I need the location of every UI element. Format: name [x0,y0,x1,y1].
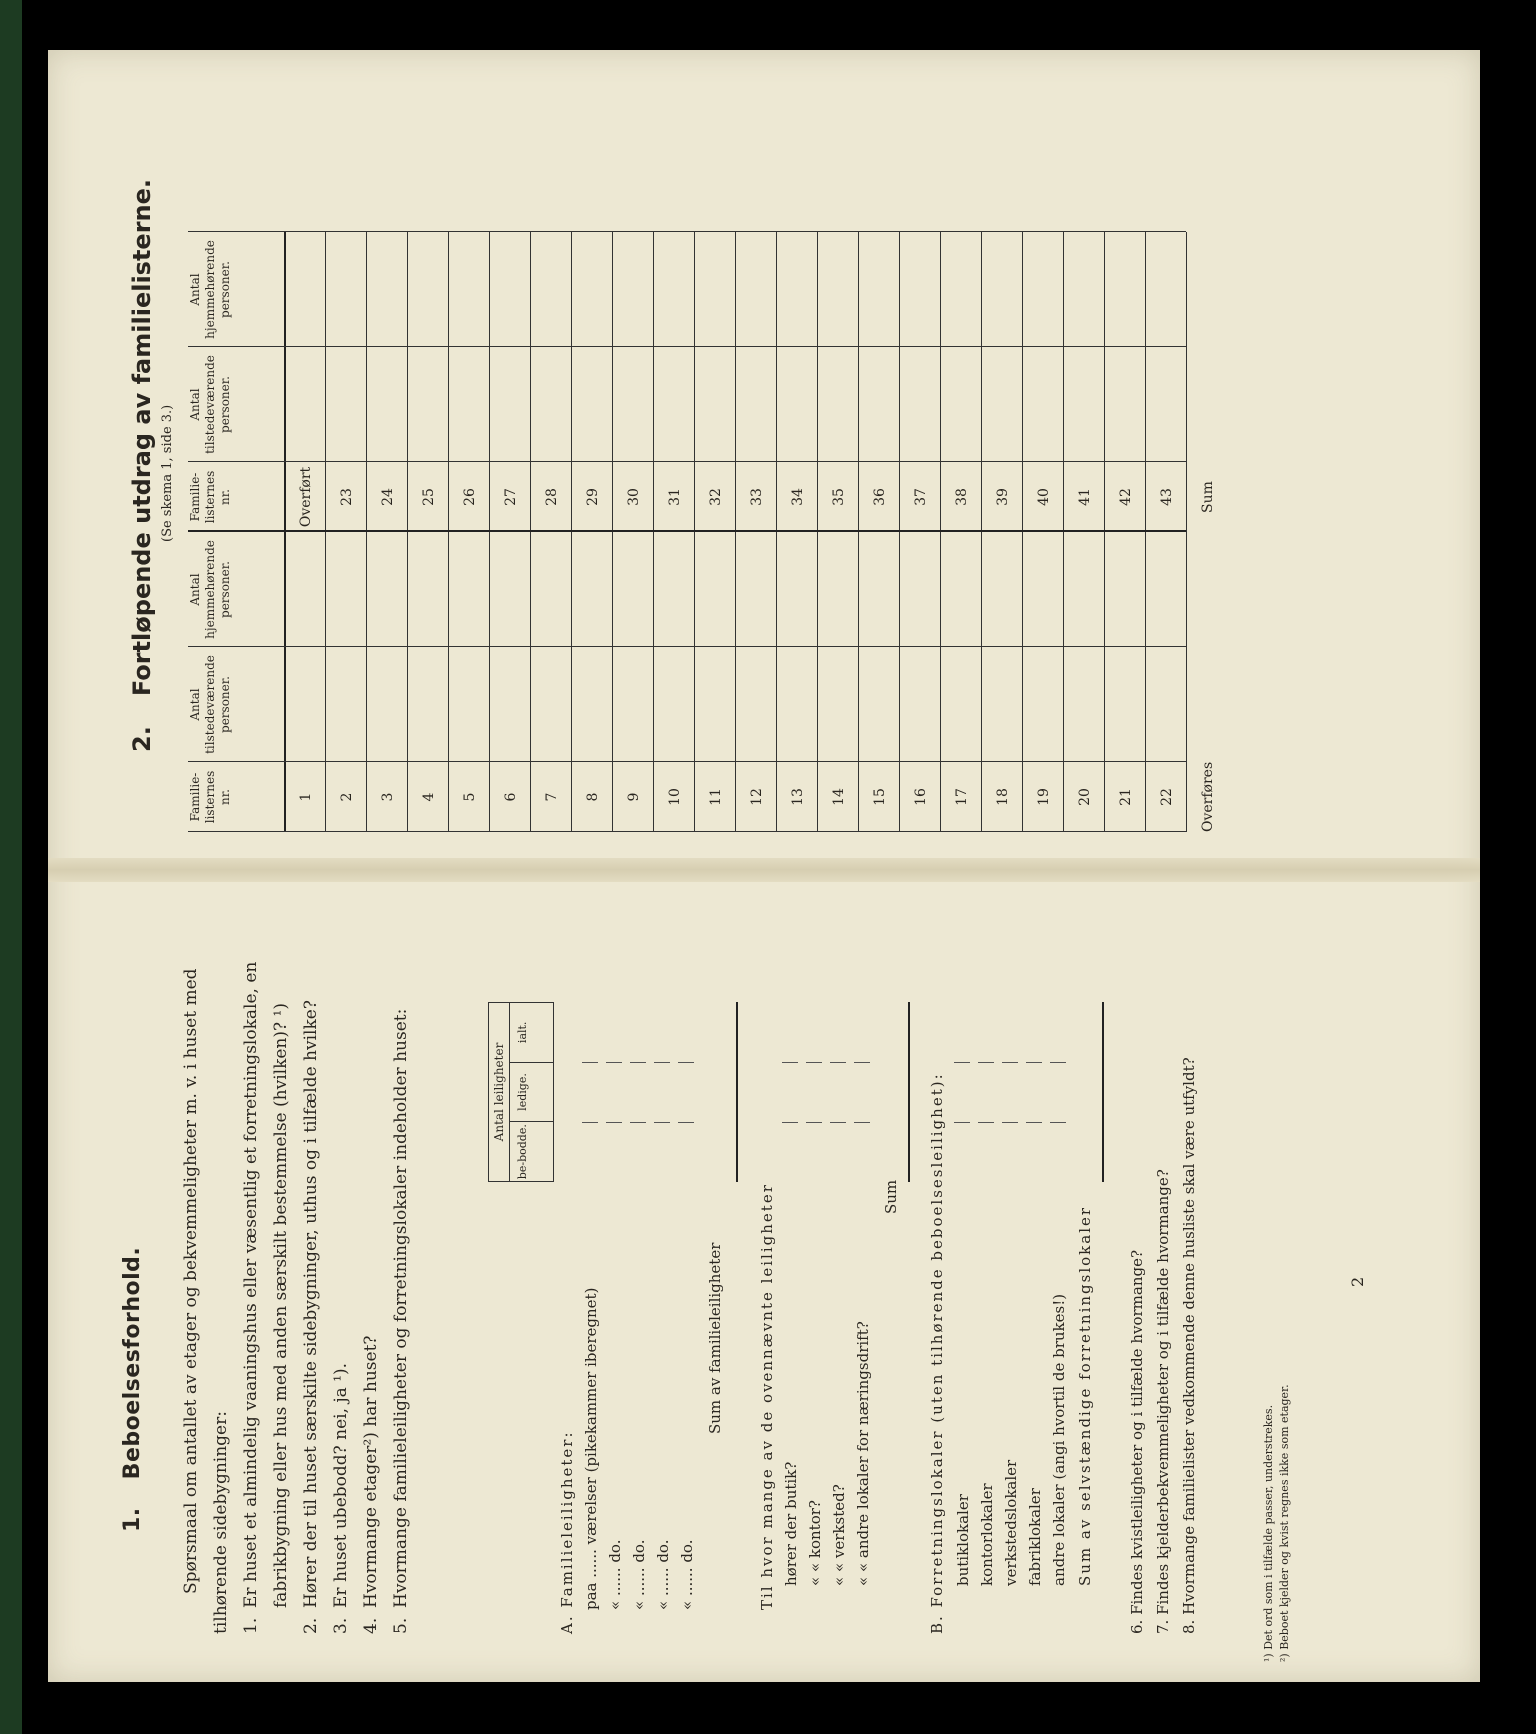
table-row [981,232,1023,832]
til-sum: Sum [882,1179,900,1214]
hdr-hjemme-right: Antal hjemmehørende personer. [188,232,286,347]
til-cells-4 [854,1003,870,1182]
row-number-right: 29 [585,488,601,506]
row-number-right: 43 [1159,488,1175,506]
a-cells-2 [606,1003,622,1182]
a-cells-4 [654,1003,670,1182]
b-cells-2 [978,1003,994,1182]
row-number-left: 17 [954,788,970,806]
til-label: Til hvor mange av de ovennævnte leiligheter [758,1183,776,1610]
hdr-hjemme-left: Antal hjemmehørende personer. [188,532,286,647]
row-number-right: 35 [831,488,847,506]
row-number-left: 9 [626,792,642,802]
b-row-5: andre lokaler (angi hvortil de brukes!) [1050,1293,1068,1586]
row-number-left: 22 [1159,788,1175,806]
til-row-1: hører der butik? [782,1461,800,1586]
row-number-right: 38 [954,488,970,506]
column-rule [188,646,1186,647]
a-row-2: « ...... do. [606,1539,624,1610]
section1-questions [176,924,416,1634]
row-number-right: 25 [421,488,437,506]
page-familielister [48,50,1480,842]
table-row [899,232,941,832]
hdr-tilstede-right: Antal tilstedeværende personer. [188,347,286,462]
row-number-right: 33 [749,488,765,506]
row-number-left: 1 [298,792,314,802]
table-row [653,232,695,832]
census-form-sheet [48,50,1480,1682]
row-number-left: 10 [667,788,683,806]
row-number-left: 5 [462,792,478,802]
b-cells-3 [1002,1003,1018,1182]
table-row [858,232,900,832]
table-row [940,232,982,832]
familielister-table [188,72,1230,832]
table-row [1063,232,1105,832]
question-3: 3. Er huset ubebodd? nei, ja ¹). [331,1362,351,1634]
row-number-left: 7 [544,792,560,802]
row-number-left: 14 [831,788,847,806]
a-row-1: paa ...... værelser (pikekammer iberegnet) [582,1287,600,1610]
overfores-label: Overføres [1200,761,1216,832]
til-cells-2 [806,1003,822,1182]
row-number-left: 6 [503,792,519,802]
row-number-right: 24 [380,488,396,506]
row-number-left: 19 [1036,788,1052,806]
row-number-right: 30 [626,488,642,506]
row-number-right: 27 [503,488,519,506]
table-row [325,232,367,832]
row-number-left: 12 [749,788,765,806]
b-cells-4 [1026,1003,1042,1182]
a-sum-rule [736,1002,738,1182]
footnote-2: ²) Beboet kjelder og kvist regnes ikke som etager. [1278,1384,1291,1662]
row-number-right: 39 [995,488,1011,506]
table-row [1104,232,1146,832]
til-row-2: « « kontor? [806,1500,824,1586]
row-number-right: 36 [872,488,888,506]
row-number-left: 15 [872,788,888,806]
section2-subtitle: (Se skema 1, side 3.) [160,404,175,542]
b-row-2: kontorlokaler [978,1483,996,1586]
row-number-right: 37 [913,488,929,506]
table-row [1145,232,1187,832]
row-number-left: 11 [708,788,724,806]
row-number-right: 23 [339,488,355,506]
column-rule [188,231,1186,232]
a-row-3: « ...... do. [630,1539,648,1610]
question-1: 1. Er huset et almindelig vaaningshus eller væsentlig et forretningslokale, en fabrikbygning eller hus med anden særskilt bestemmelse (hvilken)? ¹) [241,961,291,1634]
til-row-4: « « andre lokaler for næringsdrift? [854,1321,872,1586]
row-number-right: 41 [1077,488,1093,506]
section2-title: 2.Fortløpende utdrag av familielisterne. [128,178,156,752]
til-row-3: « « verksted? [830,1484,848,1586]
scan-edge-strip [0,0,22,1734]
footer-overfores [1186,481,1231,832]
a-cells-3 [630,1003,646,1182]
row-number-right: 31 [667,488,683,506]
table-row [284,232,326,832]
row-number-left: 8 [585,792,601,802]
b-sum-rule [1102,1002,1104,1182]
column-rule [188,346,1186,347]
question-2: 2. Hører der til huset særskilte sidebygninger, uthus og i tilfælde hvilke? [301,1000,321,1634]
rotated-content [48,50,1480,1682]
hdr-nr-left: Familie-listernes nr. [188,762,286,832]
row-number-left: 18 [995,788,1011,806]
table-header-top: Antal leiligheter [489,1003,510,1181]
page-beboelsesforhold [48,882,1480,1682]
page-number: 2 [1348,1276,1367,1287]
row-number-right: 26 [462,488,478,506]
hdr-nr-right: Familie-listernes nr. [188,462,286,532]
row-number-right: 32 [708,488,724,506]
a-label: A. Familieleiligheter: [558,1430,576,1634]
column-rule [188,831,1186,832]
column-rule [188,461,1186,462]
table-row [776,232,818,832]
row-number-left: 13 [790,788,806,806]
a-cells-1 [582,1003,598,1182]
row-number-right: 42 [1118,488,1134,506]
column-rule [188,530,1186,532]
question-7: 7. Findes kjelderbekvemmeligheter og i tilfælde hvormange? [1154,1169,1172,1634]
hdr-tilstede-left: Antal tilstedeværende personer. [188,647,286,762]
b-cells-1 [954,1003,970,1182]
a-cells-5 [678,1003,694,1182]
question-4: 4. Hvormange etager²) har huset? [361,1335,381,1634]
b-cells-5 [1050,1003,1066,1182]
question-6: 6. Findes kvistleiligheter og i tilfælde hvormange? [1128,1249,1146,1634]
intro-text: Spørsmaal om antallet av etager og bekvemmeligheter m. v. i huset med tilhørende sidebygninger: [181,968,231,1634]
table-row [366,232,408,832]
column-rule [188,761,1186,762]
footnote-1: ¹) Det ord som i tilfælde passer, understrekes. [1262,1404,1275,1662]
table-row [612,232,654,832]
til-cells-1 [782,1003,798,1182]
b-label: B. Forretningslokaler (uten tilhørende beboelsesleilighet): [928,1072,946,1634]
b-row-4: fabriklokaler [1026,1488,1044,1586]
row-number-left: 21 [1118,788,1134,806]
question-5: 5. Hvormange familieleiligheter og forretningslokaler indeholder huset: [391,1008,411,1634]
row-number-left: 4 [421,792,437,802]
col-ledige: ledige. [510,1062,553,1122]
table-row [448,232,490,832]
col-bebodde: be-bodde. [510,1121,553,1181]
b-row-3: verkstedslokaler [1002,1459,1020,1586]
section1-title: 1.Beboelsesforhold. [120,1246,145,1532]
leiligheter-table-header [488,1002,554,1182]
row-number-right: 28 [544,488,560,506]
table-row [407,232,449,832]
a-row-4: « ...... do. [654,1539,672,1610]
table-row [571,232,613,832]
row-number-left: 20 [1077,788,1093,806]
table-row [817,232,859,832]
table-row [489,232,531,832]
row-number-right: Overført [298,466,314,528]
a-sum: Sum av familieleiligheter [706,1242,724,1434]
row-number-right: 40 [1036,488,1052,506]
question-8: 8. Hvormange familielister vedkommende denne husliste skal være utfyldt? [1180,1057,1198,1634]
table-row [735,232,777,832]
row-number-left: 2 [339,792,355,802]
a-row-5: « ...... do. [678,1539,696,1610]
til-cells-3 [830,1003,846,1182]
row-number-right: 34 [790,488,806,506]
table-row [1022,232,1064,832]
sum-label: Sum [1200,481,1216,513]
row-number-left: 16 [913,788,929,806]
col-ialt: ialt. [516,1021,529,1044]
table-row [694,232,736,832]
b-sum: Sum av selvstændige forretningslokaler [1076,1205,1094,1586]
row-number-left: 3 [380,792,396,802]
b-row-1: butiklokaler [954,1494,972,1586]
table-row [530,232,572,832]
til-sum-rule [908,1002,910,1182]
